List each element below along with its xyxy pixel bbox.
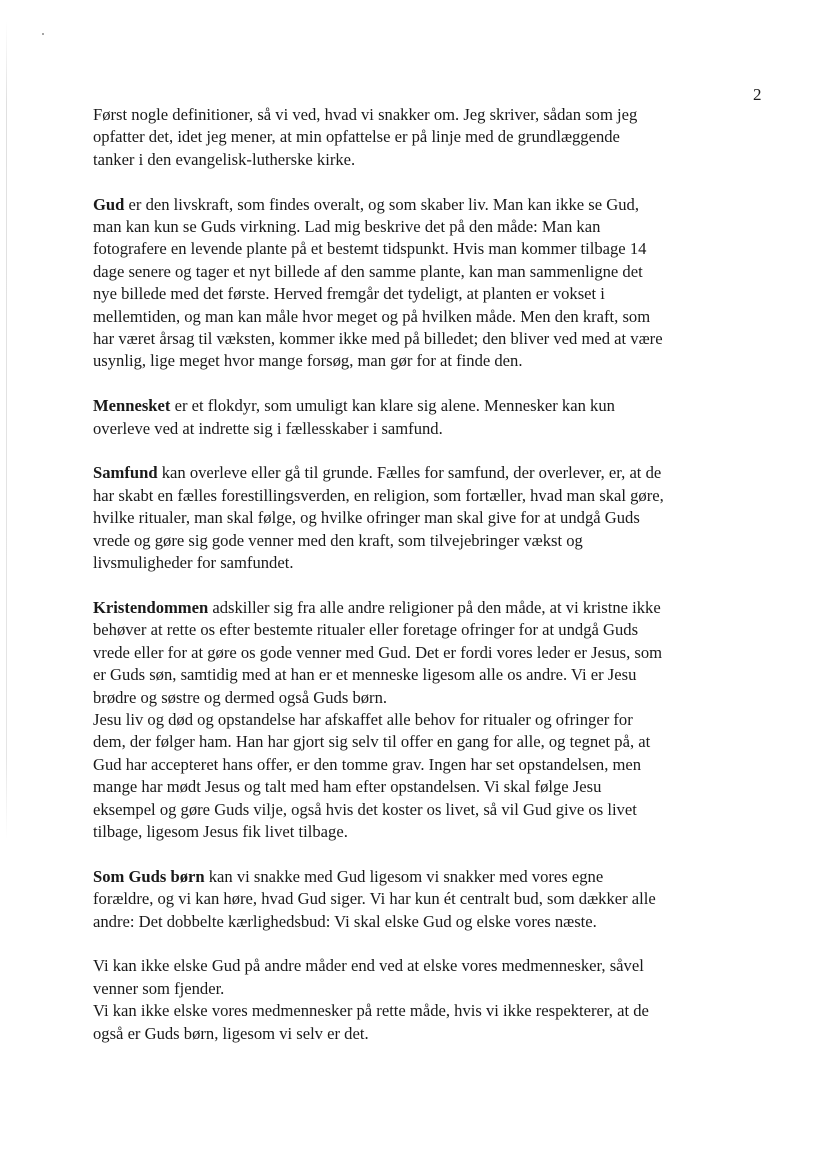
text-line: forældre, og vi kan høre, hvad Gud siger. Vi har kun ét centralt bud, som dækker alle — [93, 889, 656, 909]
text-line: Gud har accepteret hans offer, er den tomme grav. Ingen har set opstandelsen, men — [93, 754, 642, 774]
document-body — [93, 104, 773, 1067]
text-line: mellemtiden, og man kan måle hvor meget og på hvilken måde. Men den kraft, som — [93, 306, 651, 326]
text-line: man kan kun se Guds virkning. Lad mig beskrive det på den måde: Man kan — [93, 217, 601, 237]
term-heading: Samfund — [93, 463, 158, 483]
text-line: eksempel og gøre Guds vilje, også hvis det koster os livet, så vil Gud give os livet — [93, 799, 637, 819]
page-number: 2 — [753, 85, 762, 104]
text-line: overleve ved at indrette sig i fællesskaber i samfund. — [93, 418, 443, 438]
text-fragment: kan vi snakke med Gud ligesom vi snakker med vores egne — [204, 866, 604, 886]
scan-edge-shadow — [6, 20, 7, 840]
text-fragment: er et flokdyr, som umuligt kan klare sig alene. Mennesker kan kun — [170, 396, 615, 416]
text-line: tanker i den evangelisk-lutherske kirke. — [93, 149, 356, 169]
text-line: dage senere og tager et nyt billede af den samme plante, kan man sammenligne det — [93, 261, 643, 281]
text-fragment: er den livskraft, som findes overalt, og som skaber liv. Man kan ikke se Gud, — [124, 194, 639, 214]
text-line: vrede og gøre sig gode venner med den kraft, som tilvejebringer vækst og — [93, 530, 583, 550]
text-line: opfatter det, idet jeg mener, at min opfattelse er på linje med de grundlæggende — [93, 127, 620, 147]
text-line — [93, 194, 773, 216]
term-heading: Som Guds børn — [93, 866, 205, 886]
paragraph-intro — [93, 104, 773, 171]
text-line: venner som fjender. — [93, 978, 225, 998]
text-line: andre: Det dobbelte kærlighedsbud: Vi skal elske Gud og elske vores næste. — [93, 911, 597, 931]
paragraph-elske-gud — [93, 955, 773, 1000]
text-line: dem, der følger ham. Han har gjort sig selv til offer en gang for alle, og tegnet på, at — [93, 732, 651, 752]
term-heading: Kristendommen — [93, 597, 209, 617]
paragraph-guds-boern — [93, 866, 773, 933]
text-line: nye billede med det første. Herved fremgår det tydeligt, at planten er vokset i — [93, 284, 605, 304]
text-line: Vi kan ikke elske vores medmennesker på rette måde, hvis vi ikke respekterer, at de — [93, 1001, 649, 1021]
text-fragment: kan overleve eller gå til grunde. Fælles for samfund, der overlever, er, at de — [157, 463, 662, 483]
text-line: behøver at rette os efter bestemte ritualer eller foretage ofringer for at undgå Guds — [93, 620, 639, 640]
text-line — [93, 462, 773, 484]
text-line: har været årsag til væksten, kommer ikke med på billedet; den bliver ved med at være — [93, 329, 663, 349]
paragraph-kristendommen — [93, 597, 773, 709]
paragraph-jesu-liv — [93, 709, 773, 843]
text-line: er Guds søn, samtidig med at han er et menneske ligesom alle os andre. Vi er Jesu — [93, 665, 637, 685]
text-line: mange har mødt Jesus og talt med ham efter opstandelsen. Vi skal følge Jesu — [93, 777, 602, 797]
text-line: Jesu liv og død og opstandelse har afskaffet alle behov for ritualer og ofringer for — [93, 709, 633, 729]
text-line: fotografere en levende plante på et bestemt tidspunkt. Hvis man kommer tilbage 14 — [93, 239, 647, 259]
paragraph-gud — [93, 194, 773, 373]
term-heading: Mennesket — [93, 396, 171, 416]
term-heading: Gud — [93, 194, 125, 214]
paragraph-medmennesker — [93, 1000, 773, 1045]
text-line: livsmuligheder for samfundet. — [93, 553, 294, 573]
text-line: også er Guds børn, ligesom vi selv er det. — [93, 1023, 369, 1043]
paragraph-samfund — [93, 462, 773, 574]
text-line: tilbage, ligesom Jesus fik livet tilbage. — [93, 821, 348, 841]
paragraph-mennesket — [93, 395, 773, 440]
text-line: Vi kan ikke elske Gud på andre måder end ved at elske vores medmennesker, såvel — [93, 956, 644, 976]
text-line: Først nogle definitioner, så vi ved, hvad vi snakker om. Jeg skriver, sådan som jeg — [93, 105, 638, 124]
text-line: usynlig, lige meget hvor mange forsøg, man gør for at finde den. — [93, 351, 523, 371]
text-line: brødre og søstre og dermed også Guds børn. — [93, 687, 388, 707]
text-line — [93, 597, 773, 619]
text-line: hvilke ritualer, man skal følge, og hvilke ofringer man skal give for at undgå Guds — [93, 508, 640, 528]
scan-speck — [42, 33, 44, 35]
text-line — [93, 395, 773, 417]
text-line: har skabt en fælles forestillingsverden, en religion, som fortæller, hvad man skal gøre, — [93, 485, 664, 505]
text-line — [93, 866, 773, 888]
text-fragment: adskiller sig fra alle andre religioner på den måde, at vi kristne ikke — [208, 597, 661, 617]
text-line: vrede eller for at gøre os gode venner med Gud. Det er fordi vores leder er Jesus, som — [93, 642, 663, 662]
